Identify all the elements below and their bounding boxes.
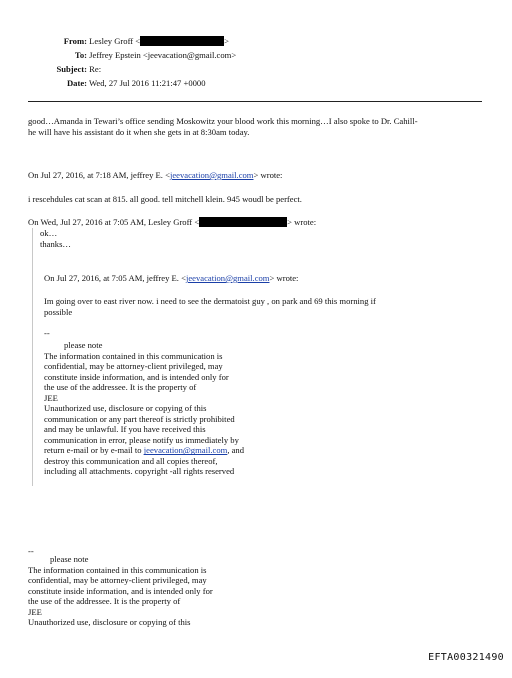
reply3-attribution xyxy=(44,273,298,283)
disclaimer1-line: and may be unlawful. If you have received this xyxy=(44,424,206,435)
to-value: Jeffrey Epstein <jeevacation@gmail.com> xyxy=(89,50,237,60)
reply2-attrib-suffix: > wrote: xyxy=(287,217,317,227)
reply1-attrib-suffix: > wrote: xyxy=(253,170,283,180)
reply1-email-link[interactable]: jeevacation@gmail.com xyxy=(169,170,254,180)
subject-label: Subject: xyxy=(56,64,87,74)
subject-row xyxy=(36,64,101,74)
disclaimer2-note: please note xyxy=(50,554,89,564)
header-divider xyxy=(28,101,482,102)
to-label: To: xyxy=(74,50,87,60)
reply2-attrib-prefix: On Wed, Jul 27, 2016 at 7:05 AM, Lesley Groff < xyxy=(28,217,200,227)
to-row xyxy=(36,50,236,60)
disclaimer1-line: communication or any part thereof is strictly prohibited xyxy=(44,413,235,424)
body-line-2: he will have his assistant do it when she gets in at 8:30am today. xyxy=(28,127,250,137)
subject-value: Re: xyxy=(89,64,102,74)
disclaimer1-line: including all attachments. copyright -all rights reserved xyxy=(44,466,235,477)
disclaimer1-line: destroy this communication and all copies thereof, xyxy=(44,455,218,466)
disclaimer1-l10-prefix: return e-mail or by e-mail to xyxy=(44,445,144,456)
reply1-attrib-prefix: On Jul 27, 2016, at 7:18 AM, jeffrey E. < xyxy=(28,170,170,180)
disclaimer1-line xyxy=(44,445,244,455)
disclaimer2-line: JEE xyxy=(28,606,42,617)
from-label: From: xyxy=(63,36,87,46)
disclaimer1-line: communication in error, please notify us immediately by xyxy=(44,434,239,445)
reply2-line-1: ok… xyxy=(40,228,58,238)
from-row xyxy=(36,36,229,46)
date-value: Wed, 27 Jul 2016 11:21:47 +0000 xyxy=(89,78,206,88)
date-label: Date: xyxy=(66,78,87,88)
disclaimer1-line: confidential, may be attorney-client privileged, may xyxy=(44,361,223,372)
reply3-attrib-suffix: > wrote: xyxy=(269,273,299,283)
reply1-attribution xyxy=(28,170,282,180)
from-value: Lesley Groff < xyxy=(89,36,141,46)
redaction-bar xyxy=(140,36,224,46)
disclaimer1-text xyxy=(44,351,244,477)
disclaimer1-line: the use of the addressee. It is the property of xyxy=(44,382,197,393)
disclaimer2-line: confidential, may be attorney-client privileged, may xyxy=(28,575,207,586)
disclaimer1-line: constitute inside information, and is intended only for xyxy=(44,371,229,382)
reply1-text: i rescehdules cat scan at 815. all good. tell mitchell klein. 945 woudl be perfect. xyxy=(28,194,302,204)
from-after: > xyxy=(224,36,229,46)
disclaimer1-note: please note xyxy=(64,340,103,350)
disclaimer1-line: JEE xyxy=(44,392,58,403)
disclaimer2-line: the use of the addressee. It is the property of xyxy=(28,596,181,607)
redaction-bar xyxy=(199,217,287,227)
reply3-line-2: possible xyxy=(44,307,73,317)
disclaimer2-separator: -- xyxy=(28,546,34,556)
reply2-line-2: thanks… xyxy=(40,239,72,249)
date-row xyxy=(36,78,206,88)
disclaimer1-separator: -- xyxy=(44,328,50,338)
reply3-email-link[interactable]: jeevacation@gmail.com xyxy=(185,273,270,283)
disclaimer1-line: Unauthorized use, disclosure or copying of this xyxy=(44,403,207,414)
document-id: EFTA00321490 xyxy=(428,651,504,663)
disclaimer1-l10-suffix: , and xyxy=(227,445,245,456)
reply3-line-1: Im going over to east river now. i need to see the dermatoist guy , on park and 69 this morning if xyxy=(44,296,376,306)
disclaimer1-line: The information contained in this communication is xyxy=(44,351,223,361)
reply2-attribution xyxy=(28,217,316,227)
quote-bar-outer xyxy=(32,228,33,486)
reply3-attrib-prefix: On Jul 27, 2016, at 7:05 AM, jeffrey E. < xyxy=(44,273,186,283)
disclaimer2-line: constitute inside information, and is intended only for xyxy=(28,585,213,596)
disclaimer2-text xyxy=(28,565,213,628)
disclaimer1-email-link[interactable]: jeevacation@gmail.com xyxy=(143,445,228,456)
disclaimer2-line: The information contained in this communication is xyxy=(28,565,207,575)
disclaimer2-line: Unauthorized use, disclosure or copying of this xyxy=(28,617,191,628)
body-line-1: good…Amanda in Tewari’s office sending Moskowitz your blood work this morning…I also spoke to Dr. Cahill- xyxy=(28,116,418,126)
